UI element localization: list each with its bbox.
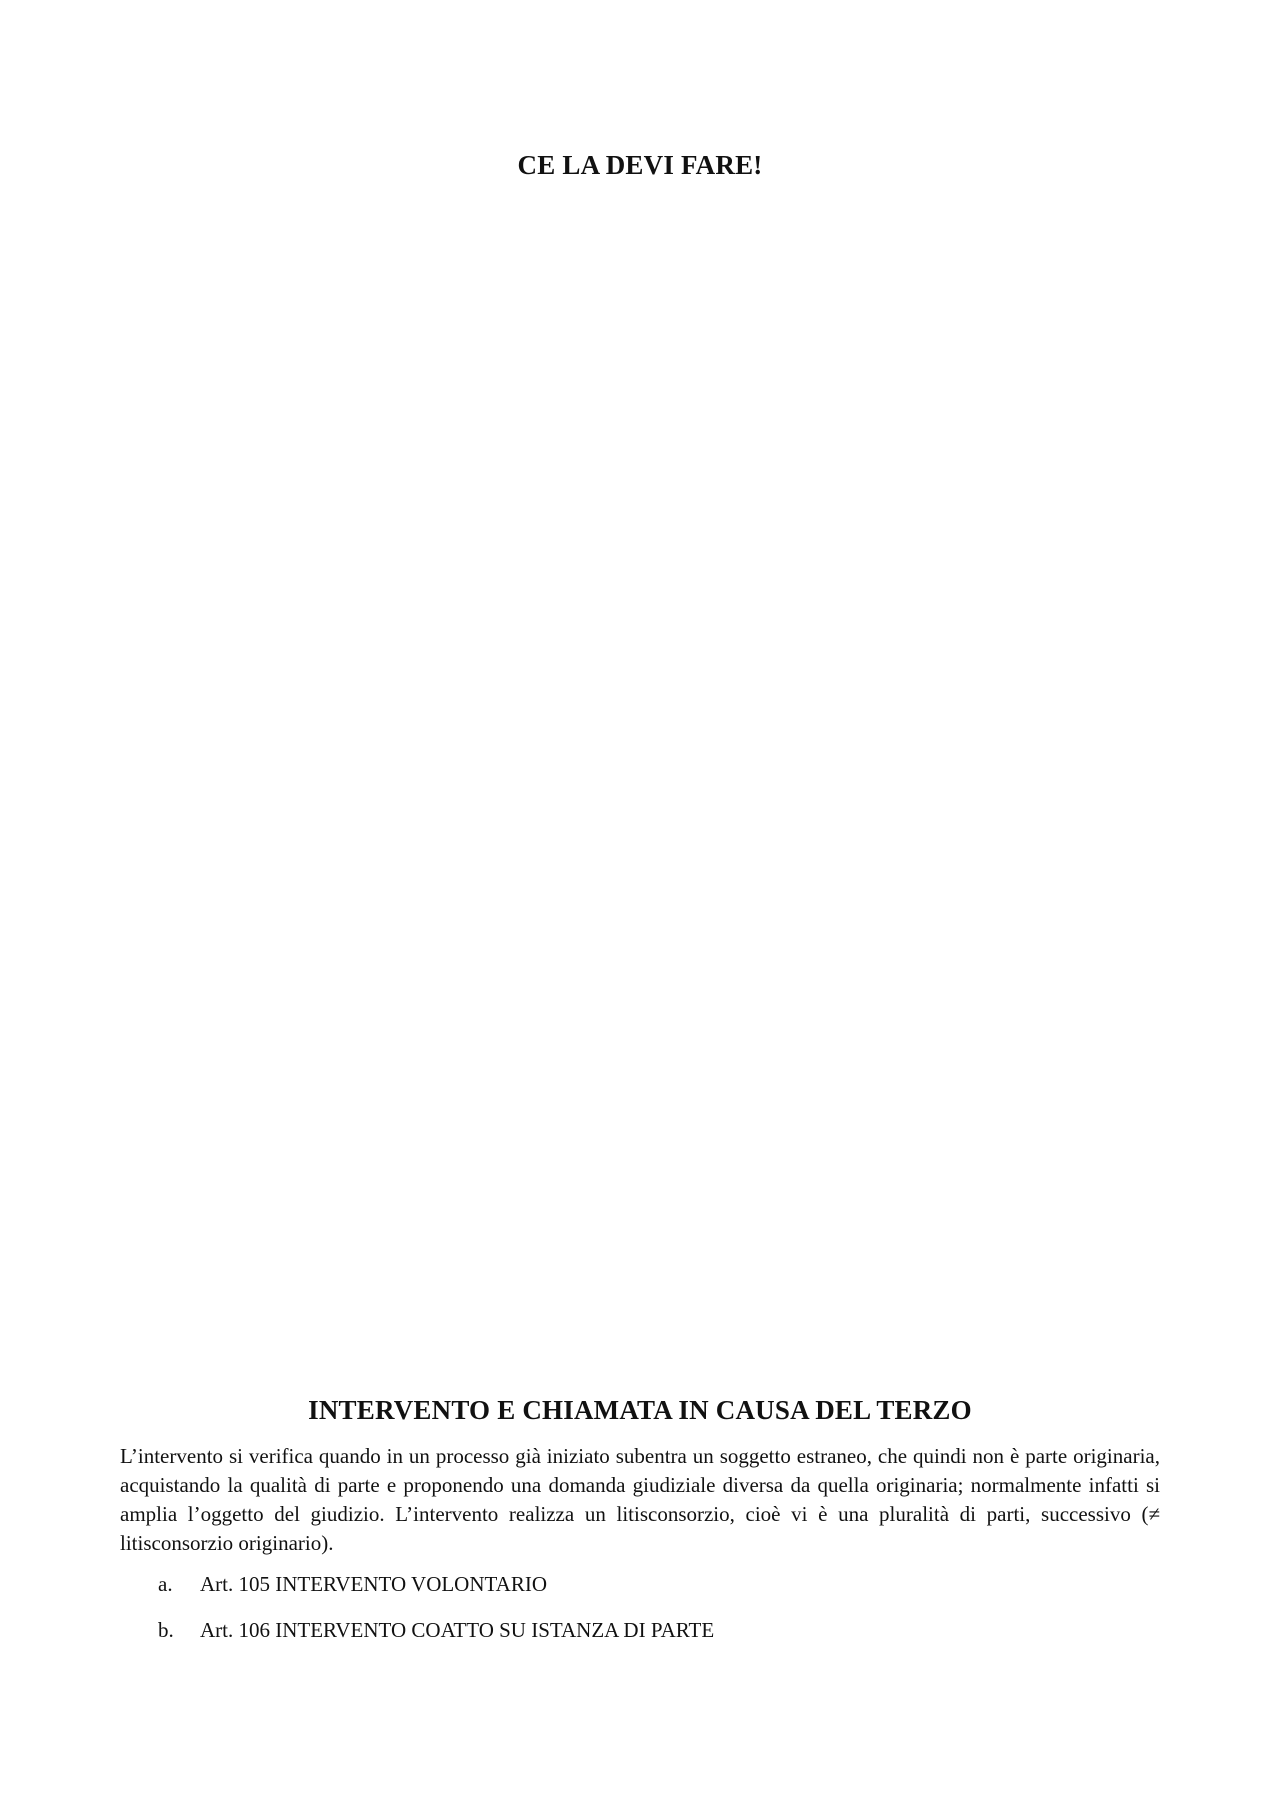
- section-paragraph: L’intervento si verifica quando in un processo già iniziato subentra un soggetto estraneo, che quindi non è parte originaria, acquistando la qualità di parte e proponendo una domanda giudiziale diversa da quella originaria; normalmente infatti si amplia l’oggetto del giudizio. L’intervento realizza un litisconsorzio, cioè vi è una pluralità di parti, successivo (≠ litisconsorzio originario).: [120, 1444, 1160, 1555]
- list-marker: b.: [158, 1618, 174, 1642]
- list-item: [120, 1570, 1160, 1599]
- articles-list: [120, 1570, 1160, 1645]
- list-marker: a.: [158, 1572, 173, 1596]
- list-item-text: Art. 105 INTERVENTO VOLONTARIO: [200, 1572, 547, 1596]
- top-title: CE LA DEVI FARE!: [517, 150, 763, 180]
- section-intervento: [120, 1395, 1160, 1662]
- list-item: [120, 1616, 1160, 1645]
- list-item-text: Art. 106 INTERVENTO COATTO SU ISTANZA DI PARTE: [200, 1618, 715, 1642]
- section-title: INTERVENTO E CHIAMATA IN CAUSA DEL TERZO: [308, 1395, 972, 1425]
